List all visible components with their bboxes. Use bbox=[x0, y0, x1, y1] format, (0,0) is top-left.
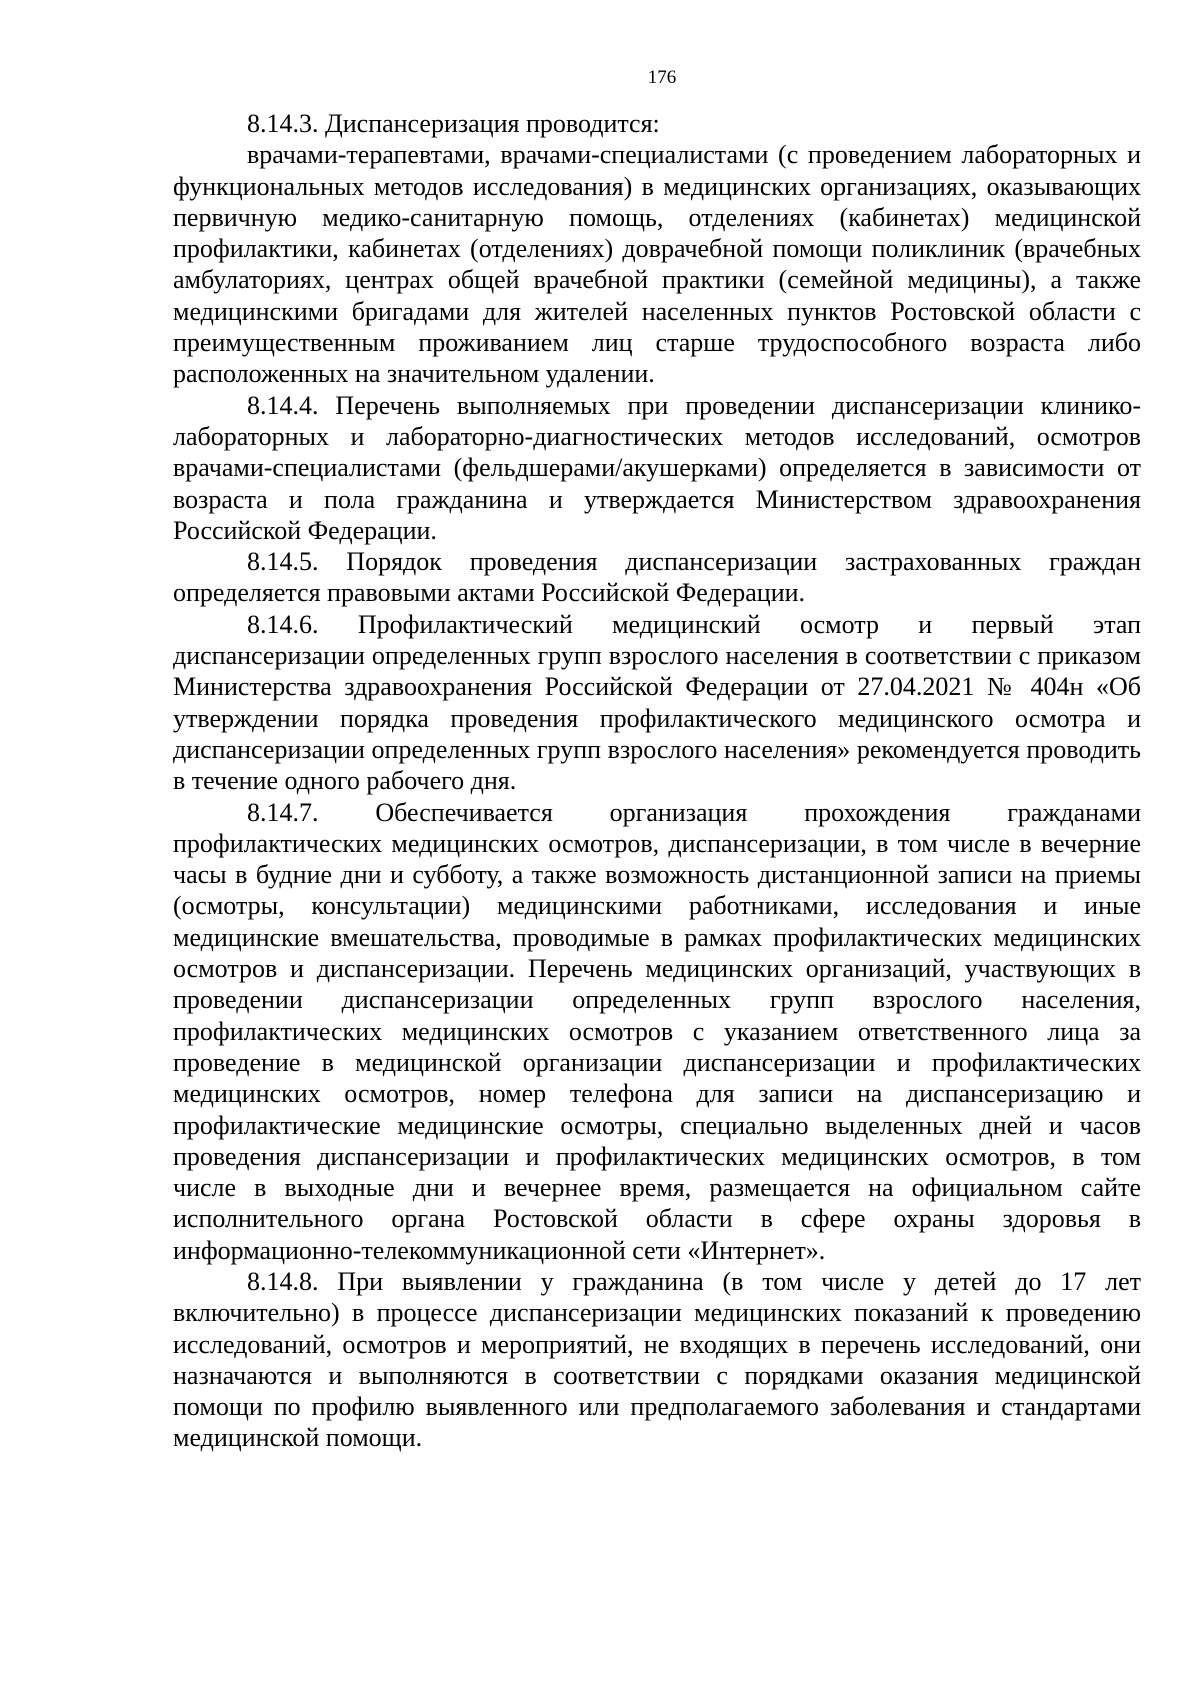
paragraph-8-14-5: 8.14.5. Порядок проведения диспансеризации застрахованных граждан определяется правовыми актами Российской Федерации. bbox=[173, 547, 1141, 608]
page-number: 176 bbox=[647, 67, 677, 88]
paragraph-8-14-3-body: врачами-терапевтами, врачами-специалистами (с проведением лабораторных и функциональных методов исследования) в медицинских организациях, оказывающих первичную медико-санитарную помощь, отделениях (кабинетах) медицинской профилактики, кабинетах (отделениях) доврачебной помощи поликлиник (врачебных амбулаториях, центрах общей врачебной практики (семейной медицины), а также медицинскими бригадами для жителей населенных пунктов Ростовской области с преимущественным проживанием лиц старше трудоспособного возраста либо расположенных на значительном удалении. bbox=[173, 140, 1141, 389]
paragraph-8-14-6: 8.14.6. Профилактический медицинский осмотр и первый этап диспансеризации определенных групп взрослого населения в соответствии с приказом Министерства здравоохранения Российской Федерации от 27.04.2021 № 404н «Об утверждении порядка проведения профилактического медицинского осмотра и диспансеризации определенных групп взрослого населения» рекомендуется проводить в течение одного рабочего дня. bbox=[173, 609, 1141, 796]
paragraph-8-14-3: 8.14.3. Диспансеризация проводится: bbox=[247, 109, 660, 138]
paragraph-8-14-7: 8.14.7. Обеспечивается организация прохождения гражданами профилактических медицинских осмотров, диспансеризации, в том числе в вечерние часы в будние дни и субботу, а также возможность дистанционной записи на приемы (осмотры, консультации) медицинскими работниками, исследования и иные медицинские вмешательства, проводимые в рамках профилактических медицинских осмотров и диспансеризации. Перечень медицинских организаций, участвующих в проведении диспансеризации определенных групп взрослого населения, профилактических медицинских осмотров с указанием ответственного лица за проведение в медицинской организации диспансеризации и профилактических медицинских осмотров, номер телефона для записи на диспансеризацию и профилактические медицинские осмотры, специально выделенных дней и часов проведения диспансеризации и профилактических медицинских осмотров, в том числе в выходные дни и вечернее время, размещается на официальном сайте исполнительного органа Ростовской области в сфере охраны здоровья в информационно-телекоммуникационной сети «Интернет». bbox=[173, 797, 1141, 1265]
paragraph-8-14-4: 8.14.4. Перечень выполняемых при проведении диспансеризации клинико-лабораторных и лабораторно-диагностических методов исследований, осмотров врачами-специалистами (фельдшерами/акушерками) определяется в зависимости от возраста и пола гражданина и утверждается Министерством здравоохранения Российской Федерации. bbox=[173, 390, 1141, 545]
paragraph-8-14-8: 8.14.8. При выявлении у гражданина (в том числе у детей до 17 лет включительно) в процессе диспансеризации медицинских показаний к проведению исследований, осмотров и мероприятий, не входящих в перечень исследований, они назначаются и выполняются в соответствии с порядками оказания медицинской помощи по профилю выявленного или предполагаемого заболевания и стандартами медицинской помощи. bbox=[173, 1266, 1141, 1453]
document-page bbox=[173, 66, 1141, 1454]
